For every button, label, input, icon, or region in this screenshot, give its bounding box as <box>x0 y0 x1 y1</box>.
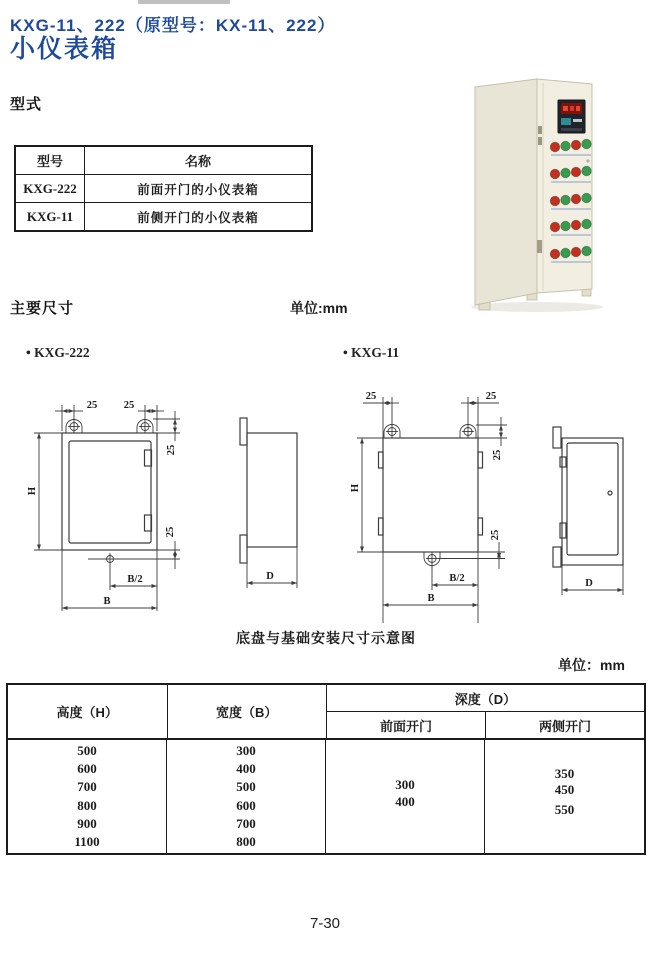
bullet: • <box>26 345 31 360</box>
width-value: 400 <box>236 761 256 777</box>
dim-label-b2: B/2 <box>449 573 465 584</box>
dim-label-25: 25 <box>485 391 497 402</box>
dim-label-25: 25 <box>166 444 177 456</box>
pushbutton-green <box>582 166 592 176</box>
width-value: 500 <box>236 779 256 795</box>
pushbutton-green <box>582 246 592 256</box>
diagram-caption: 底盘与基础安装尺寸示意图 <box>236 630 416 646</box>
pushbutton-red <box>571 167 581 177</box>
col-header-side-door: 两侧开门 <box>538 718 591 734</box>
kxg222-dimension-drawing <box>22 383 322 618</box>
name-cell: 前面开门的小仪表箱 <box>85 175 313 203</box>
front-view-dimension-lines <box>357 397 507 623</box>
side-depth-value: 550 <box>554 802 575 817</box>
dimension-labels <box>350 391 593 604</box>
front-view-box <box>62 433 157 550</box>
height-column <box>8 740 167 853</box>
col-header-front-door: 前面开门 <box>327 712 486 738</box>
digital-display-instrument <box>558 100 585 133</box>
rivet <box>586 159 589 162</box>
dim-label-25: 25 <box>165 526 176 538</box>
size-table-body <box>8 740 644 853</box>
mounting-lugs <box>384 424 476 566</box>
dim-label-25: 25 <box>123 400 135 411</box>
type-section-heading: 型式 <box>10 96 43 113</box>
drawing-label-kxg11: • KXG-11 <box>343 345 400 360</box>
front-view-dimension-lines <box>34 405 180 611</box>
type-table <box>14 145 313 232</box>
width-value: 300 <box>236 743 256 758</box>
page-subtitle: 小仪表箱 <box>10 35 119 63</box>
height-value: 800 <box>77 797 97 813</box>
col-header-name: 名称 <box>85 146 313 175</box>
side-depth-value: 350 <box>554 766 575 781</box>
height-value: 1100 <box>74 833 100 849</box>
pushbutton-red <box>550 222 560 232</box>
size-table <box>6 683 646 855</box>
dim-label-h: H <box>350 483 361 493</box>
dim-label-h: H <box>27 486 38 496</box>
door-handle <box>537 240 542 253</box>
pushbutton-green <box>582 193 592 203</box>
height-value: 500 <box>77 743 97 758</box>
door-latch <box>538 126 542 134</box>
cabinet-shadow <box>471 302 603 312</box>
height-value: 700 <box>77 779 97 795</box>
dim-label-d: D <box>585 578 593 589</box>
front-view-box <box>379 438 483 552</box>
page-title: KXG-11、222（原型号：KX-11、222） <box>10 16 336 35</box>
dim-label-25: 25 <box>492 449 503 461</box>
col-header-width: 宽度（B） <box>168 685 328 738</box>
width-value: 800 <box>236 833 256 849</box>
pushbutton-red <box>550 196 560 206</box>
mounting-lugs <box>66 419 153 433</box>
type-table-row <box>15 203 312 232</box>
name-cell: 前侧开门的小仪表箱 <box>85 203 313 232</box>
dim-label-d: D <box>266 571 274 582</box>
pushbutton-green <box>582 139 592 149</box>
pushbutton-green <box>561 141 571 151</box>
dim-label-b2: B/2 <box>127 574 143 585</box>
width-value: 600 <box>236 797 256 813</box>
pushbutton-red <box>571 220 581 230</box>
door-latch <box>538 137 542 145</box>
pushbutton-red <box>550 249 560 259</box>
model-cell: KXG-222 <box>15 175 85 203</box>
front-depth-column <box>326 740 485 853</box>
pushbutton-red <box>550 169 560 179</box>
side-view-box <box>240 418 297 563</box>
size-table-header <box>8 685 644 740</box>
side-depth-value: 450 <box>554 782 575 797</box>
front-depth-value: 300 <box>395 777 415 792</box>
type-table-header-row <box>15 146 312 175</box>
drawing-label-kxg222: • KXG-222 <box>26 345 90 360</box>
dim-label-b: B <box>103 596 111 607</box>
unit-label-top: 单位:mm <box>290 300 348 316</box>
side-view-box <box>553 427 623 567</box>
dim-label-25: 25 <box>365 391 377 402</box>
unit-label-bottom: 单位：mm <box>558 657 625 673</box>
pushbutton-green <box>561 221 571 231</box>
bullet: • <box>343 345 348 360</box>
pushbutton-red <box>571 194 581 204</box>
front-depth-value: 400 <box>395 794 415 809</box>
pushbutton-green <box>582 219 592 229</box>
pushbutton-red <box>571 140 581 150</box>
pushbutton-green <box>561 168 571 178</box>
dim-label-b: B <box>427 593 435 604</box>
kxg11-dimension-drawing <box>335 383 645 633</box>
width-column <box>167 740 326 853</box>
col-header-depth: 深度（D） <box>327 685 644 712</box>
col-header-model: 型号 <box>15 146 85 175</box>
dim-label-25: 25 <box>490 529 501 541</box>
side-depth-column <box>485 740 644 853</box>
pushbutton-red <box>550 142 560 152</box>
pushbutton-green <box>561 248 571 258</box>
model-cell: KXG-11 <box>15 203 85 232</box>
pushbutton-red <box>571 247 581 257</box>
dim-label-25: 25 <box>86 400 98 411</box>
height-value: 600 <box>77 761 97 777</box>
type-table-row <box>15 175 312 203</box>
col-header-height: 高度（H） <box>8 685 168 738</box>
height-value: 900 <box>77 815 97 831</box>
product-photo-instrument-cabinet <box>455 73 645 318</box>
page-number: 7-30 <box>309 915 341 932</box>
width-value: 700 <box>236 815 256 831</box>
cabinet-side-panel <box>475 79 537 305</box>
scan-artifact <box>138 0 230 4</box>
pushbutton-green <box>561 195 571 205</box>
dimensions-section-heading: 主要尺寸 <box>10 300 75 317</box>
